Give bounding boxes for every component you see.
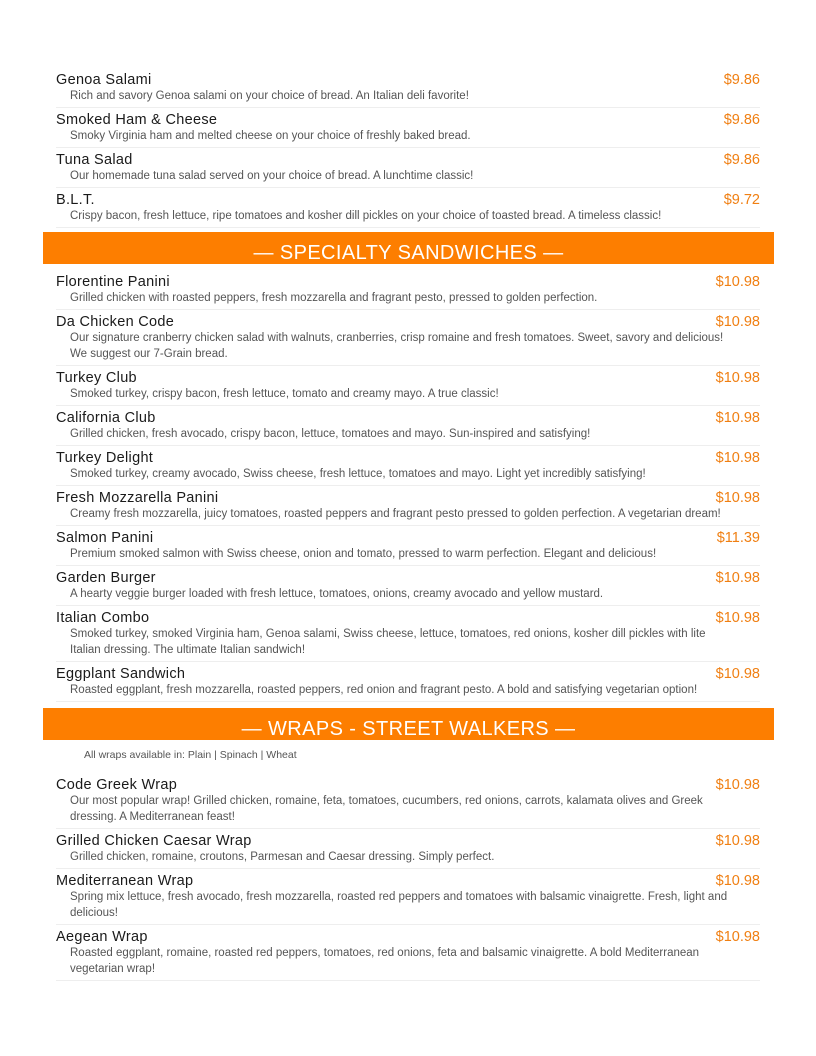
item-name: Italian Combo bbox=[56, 610, 150, 626]
item-price: $10.98 bbox=[715, 833, 760, 849]
item-name: Garden Burger bbox=[56, 570, 156, 586]
item-price: $9.86 bbox=[723, 152, 760, 168]
menu-item bbox=[56, 406, 760, 446]
menu-item bbox=[56, 662, 760, 702]
item-price: $9.86 bbox=[723, 72, 760, 88]
section-banner-wraps bbox=[43, 708, 774, 740]
item-description: Roasted eggplant, fresh mozzarella, roasted peppers, red onion and fragrant pesto. A bold and satisfying vegetarian option! bbox=[70, 684, 698, 696]
item-name: Code Greek Wrap bbox=[56, 777, 178, 793]
item-description: Grilled chicken with roasted peppers, fresh mozzarella and fragrant pesto, pressed to golden perfection. bbox=[70, 292, 598, 304]
item-price: $10.98 bbox=[715, 314, 760, 330]
item-name: Grilled Chicken Caesar Wrap bbox=[56, 833, 252, 849]
item-name: California Club bbox=[56, 410, 156, 426]
item-description: Premium smoked salmon with Swiss cheese, onion and tomato, pressed to warm perfection. Elegant and delicious! bbox=[70, 548, 657, 560]
item-description: Our signature cranberry chicken salad with walnuts, cranberries, crisp romaine and fresh tomatoes. Sweet, savory and delicious! We suggest our 7-Grain bread. bbox=[70, 332, 724, 360]
section-specialty bbox=[0, 270, 816, 702]
item-price: $9.72 bbox=[723, 192, 760, 208]
menu-item bbox=[56, 148, 760, 188]
item-name: Fresh Mozzarella Panini bbox=[56, 490, 219, 506]
wrap-options-note: All wraps available in: Plain | Spinach | Wheat bbox=[84, 749, 297, 761]
menu-item bbox=[56, 366, 760, 406]
menu-item bbox=[56, 310, 760, 366]
section-title: — SPECIALTY SANDWICHES — bbox=[253, 242, 564, 264]
item-name: Turkey Delight bbox=[56, 450, 154, 466]
item-list bbox=[0, 270, 816, 702]
item-price: $10.98 bbox=[715, 777, 760, 793]
item-description: Smoky Virginia ham and melted cheese on your choice of freshly baked bread. bbox=[70, 130, 471, 142]
menu-item bbox=[56, 68, 760, 108]
item-name: Eggplant Sandwich bbox=[56, 666, 186, 682]
item-name: Salmon Panini bbox=[56, 530, 154, 546]
item-description: Crispy bacon, fresh lettuce, ripe tomatoes and kosher dill pickles on your choice of toasted bread. A timeless classic! bbox=[70, 210, 662, 222]
item-price: $11.39 bbox=[716, 530, 760, 546]
item-name: Florentine Panini bbox=[56, 274, 170, 290]
menu-item bbox=[56, 486, 760, 526]
item-description: Our most popular wrap! Grilled chicken, romaine, feta, tomatoes, cucumbers, red onions, carrots, kalamata olives and Greek dressing. A Mediterranean feast! bbox=[70, 795, 703, 823]
menu-item bbox=[56, 566, 760, 606]
menu-item bbox=[56, 925, 760, 981]
item-description: Smoked turkey, smoked Virginia ham, Genoa salami, Swiss cheese, lettuce, tomatoes, red onions, kosher dill pickles with lite Italian dressing. The ultimate Italian sandwich! bbox=[70, 628, 706, 656]
item-price: $10.98 bbox=[715, 610, 760, 626]
item-description: Grilled chicken, fresh avocado, crispy bacon, lettuce, tomatoes and mayo. Sun-inspired and satisfying! bbox=[70, 428, 591, 440]
item-name: Tuna Salad bbox=[56, 152, 133, 168]
item-price: $10.98 bbox=[715, 666, 760, 682]
menu-item bbox=[56, 869, 760, 925]
item-price: $10.98 bbox=[715, 410, 760, 426]
item-price: $10.98 bbox=[715, 274, 760, 290]
section-wraps bbox=[0, 773, 816, 981]
item-price: $10.98 bbox=[715, 370, 760, 386]
menu-item bbox=[56, 526, 760, 566]
item-name: Mediterranean Wrap bbox=[56, 873, 194, 889]
item-description: Creamy fresh mozzarella, juicy tomatoes, roasted peppers and fragrant pesto pressed to golden perfection. A vegetarian dream! bbox=[70, 508, 721, 520]
item-price: $9.86 bbox=[723, 112, 760, 128]
menu-item bbox=[56, 606, 760, 662]
item-price: $10.98 bbox=[715, 490, 760, 506]
item-price: $10.98 bbox=[715, 450, 760, 466]
item-description: Smoked turkey, creamy avocado, Swiss cheese, fresh lettuce, tomatoes and mayo. Light yet incredibly satisfying! bbox=[70, 468, 646, 480]
item-price: $10.98 bbox=[715, 873, 760, 889]
item-description: Spring mix lettuce, fresh avocado, fresh mozzarella, roasted red peppers and tomatoes with balsamic vinaigrette. Fresh, light and delicious! bbox=[70, 891, 728, 919]
menu-item bbox=[56, 108, 760, 148]
item-list bbox=[0, 773, 816, 981]
menu-item bbox=[56, 188, 760, 228]
item-description: Roasted eggplant, romaine, roasted red peppers, tomatoes, red onions, feta and balsamic vinaigrette. A bold Mediterranean vegetarian wrap! bbox=[70, 947, 700, 975]
item-name: Genoa Salami bbox=[56, 72, 152, 88]
item-description: Smoked turkey, crispy bacon, fresh lettuce, tomato and creamy mayo. A true classic! bbox=[70, 388, 499, 400]
item-name: Smoked Ham & Cheese bbox=[56, 112, 218, 128]
section-title: — WRAPS - STREET WALKERS — bbox=[241, 718, 576, 740]
item-price: $10.98 bbox=[715, 929, 760, 945]
item-list bbox=[0, 68, 816, 228]
menu-item bbox=[56, 446, 760, 486]
item-name: Aegean Wrap bbox=[56, 929, 148, 945]
item-price: $10.98 bbox=[715, 570, 760, 586]
item-name: Turkey Club bbox=[56, 370, 137, 386]
menu-item bbox=[56, 270, 760, 310]
item-description: Grilled chicken, romaine, croutons, Parmesan and Caesar dressing. Simply perfect. bbox=[70, 851, 495, 863]
item-description: Our homemade tuna salad served on your choice of bread. A lunchtime classic! bbox=[70, 170, 474, 182]
item-description: Rich and savory Genoa salami on your choice of bread. An Italian deli favorite! bbox=[70, 90, 469, 102]
item-description: A hearty veggie burger loaded with fresh lettuce, tomatoes, onions, creamy avocado and yellow mustard. bbox=[70, 588, 604, 600]
section-banner-specialty bbox=[43, 232, 774, 264]
menu-item bbox=[56, 829, 760, 869]
section-classic bbox=[0, 68, 816, 228]
item-name: B.L.T. bbox=[56, 192, 95, 208]
menu-item bbox=[56, 773, 760, 829]
item-name: Da Chicken Code bbox=[56, 314, 175, 330]
